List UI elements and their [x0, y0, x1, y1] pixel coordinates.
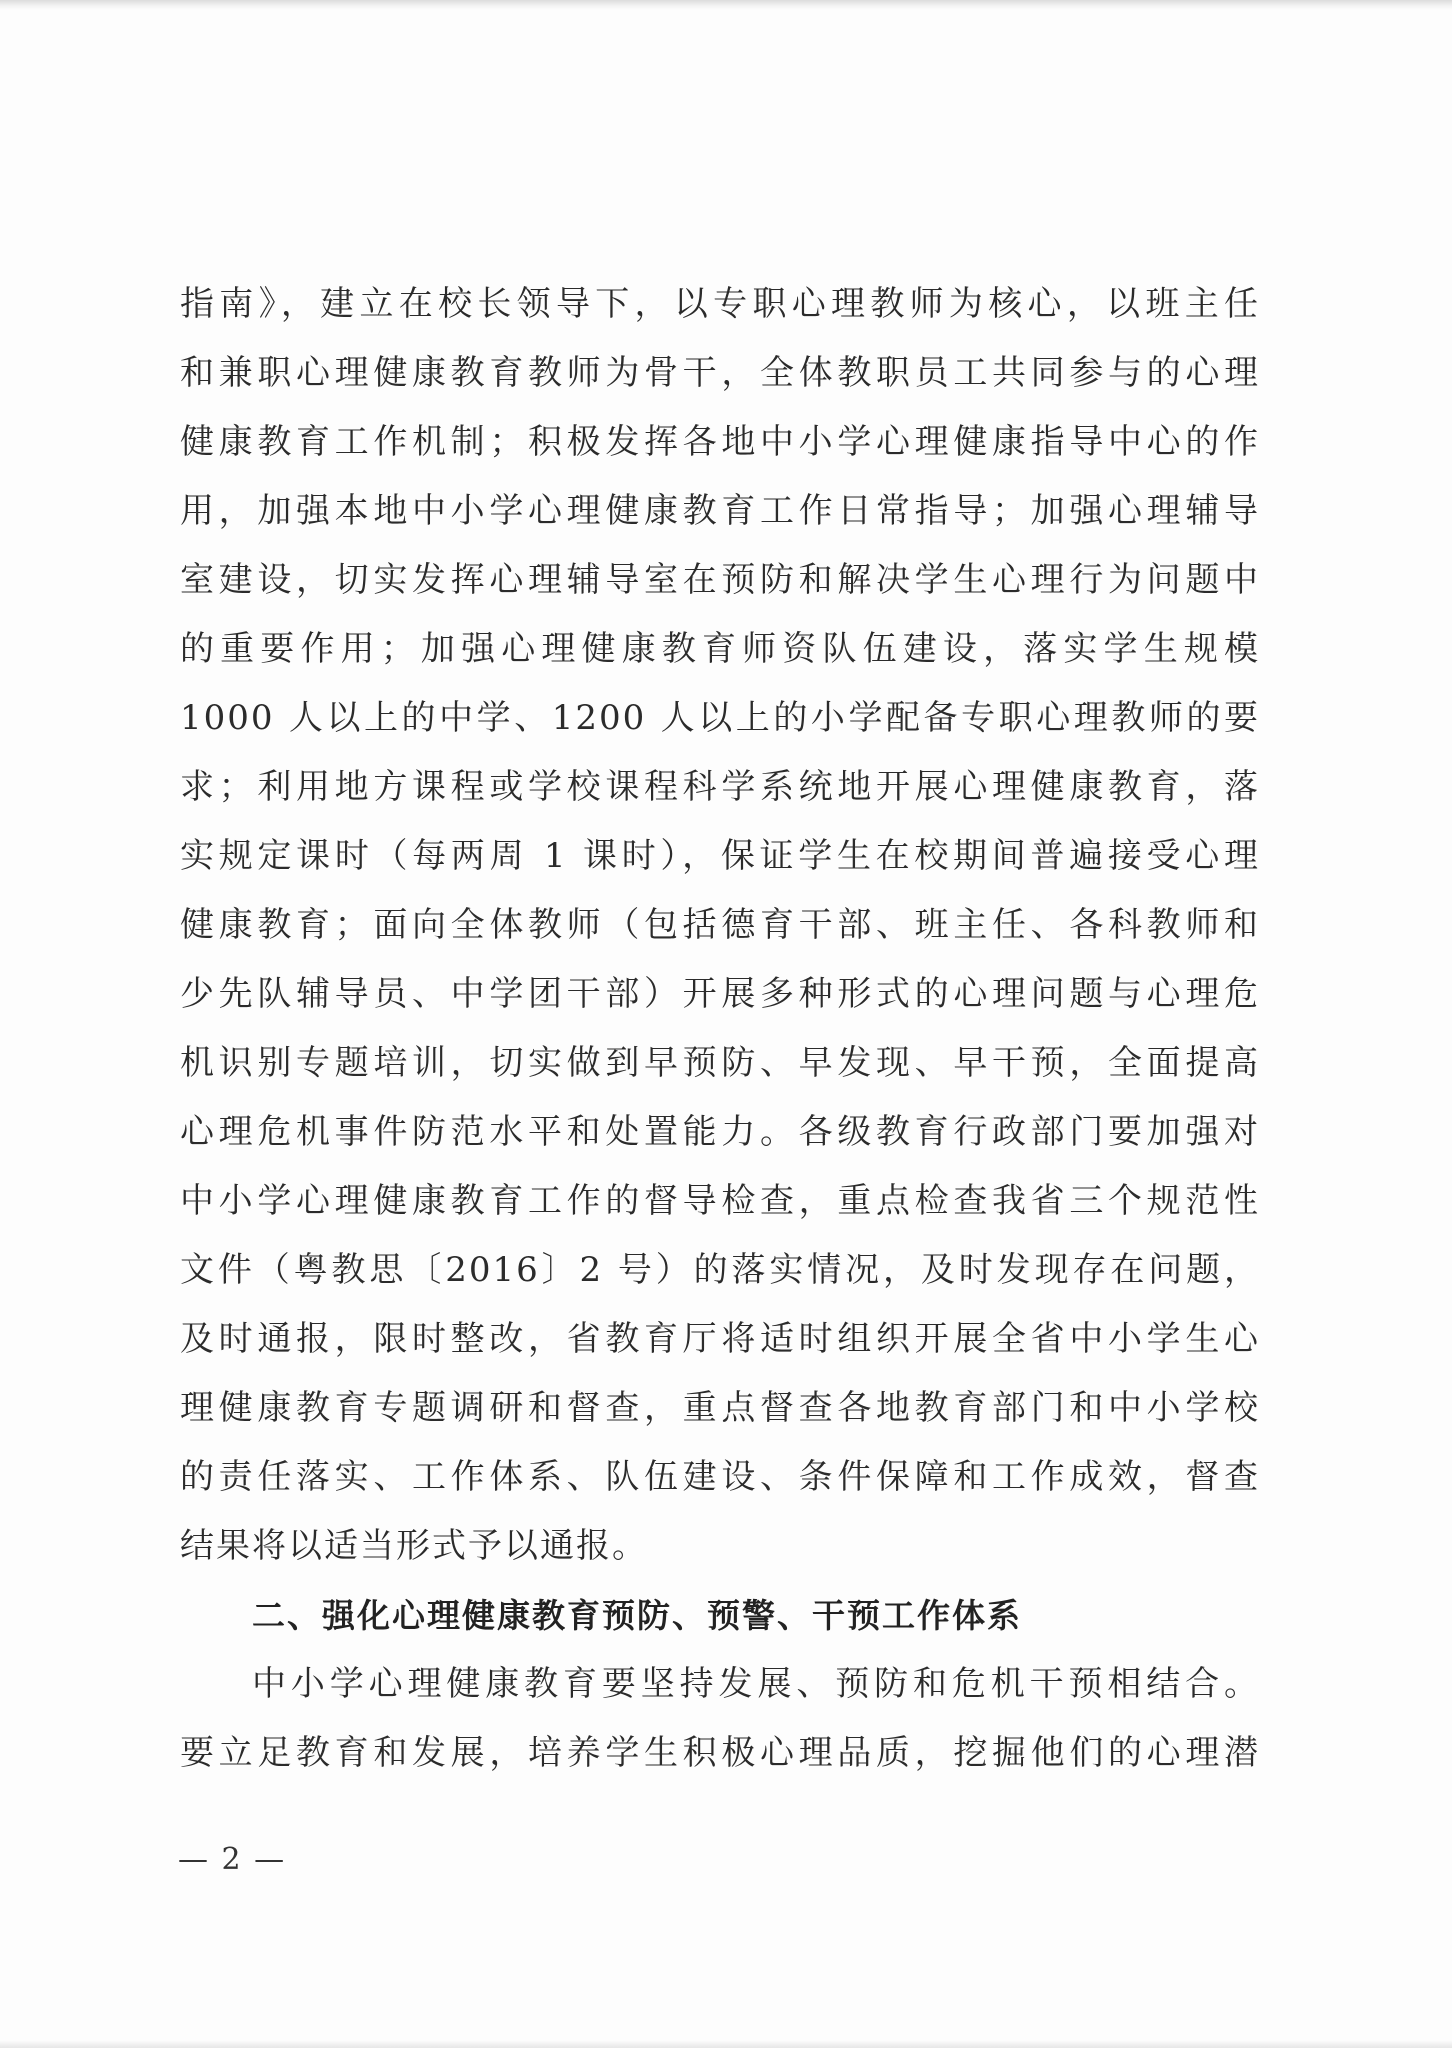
- section-heading: 二、强化心理健康教育预防、预警、干预工作体系: [252, 1596, 1022, 1635]
- text-line-7: 1000 人以上的中学、1200 人以上的小学配备专职心理教师的要: [180, 698, 1260, 738]
- text-line-9: 实规定课时（每两周 1 课时），保证学生在校期间普遍接受心理: [180, 836, 1260, 876]
- text-line-6: 的重要作用；加强心理健康教育师资队伍建设，落实学生规模: [180, 629, 1260, 669]
- section-text-line-2: 要立足教育和发展，培养学生积极心理品质，挖掘他们的心理潜: [180, 1733, 1260, 1773]
- text-line-12: 机识别专题培训，切实做到早预防、早发现、早干预，全面提高: [180, 1043, 1260, 1083]
- text-line-2: 和兼职心理健康教育教师为骨干，全体教职员工共同参与的心理: [180, 353, 1260, 393]
- text-line-3: 健康教育工作机制；积极发挥各地中小学心理健康指导中心的作: [180, 422, 1260, 462]
- document-body: [180, 270, 1260, 1788]
- text-line-19: 结果将以适当形式予以通报。: [180, 1526, 648, 1566]
- text-line-10: 健康教育；面向全体教师（包括德育干部、班主任、各科教师和: [180, 905, 1260, 945]
- text-line-8: 求；利用地方课程或学校课程科学系统地开展心理健康教育，落: [180, 767, 1260, 807]
- text-line-18: 的责任落实、工作体系、队伍建设、条件保障和工作成效，督查: [180, 1457, 1260, 1497]
- text-line-15: 文件（粤教思〔2016〕2 号）的落实情况，及时发现存在问题，: [180, 1250, 1260, 1290]
- text-line-16: 及时通报，限时整改，省教育厅将适时组织开展全省中小学生心: [180, 1319, 1260, 1359]
- scan-edge-bottom: [0, 2040, 1452, 2048]
- text-line-1: 指南》，建立在校长领导下，以专职心理教师为核心，以班主任: [180, 284, 1260, 324]
- text-line-4: 用，加强本地中小学心理健康教育工作日常指导；加强心理辅导: [180, 491, 1260, 531]
- text-line-13: 心理危机事件防范水平和处置能力。各级教育行政部门要加强对: [180, 1112, 1260, 1152]
- scan-edge-top: [0, 0, 1452, 10]
- text-line-14: 中小学心理健康教育工作的督导检查，重点检查我省三个规范性: [180, 1181, 1260, 1221]
- text-line-5: 室建设，切实发挥心理辅导室在预防和解决学生心理行为问题中: [180, 560, 1260, 600]
- text-line-17: 理健康教育专题调研和督查，重点督查各地教育部门和中小学校: [180, 1388, 1260, 1428]
- text-line-11: 少先队辅导员、中学团干部）开展多种形式的心理问题与心理危: [180, 974, 1260, 1014]
- page-number: — 2 —: [178, 1842, 287, 1877]
- section-text-line-1: 中小学心理健康教育要坚持发展、预防和危机干预相结合。: [252, 1664, 1260, 1704]
